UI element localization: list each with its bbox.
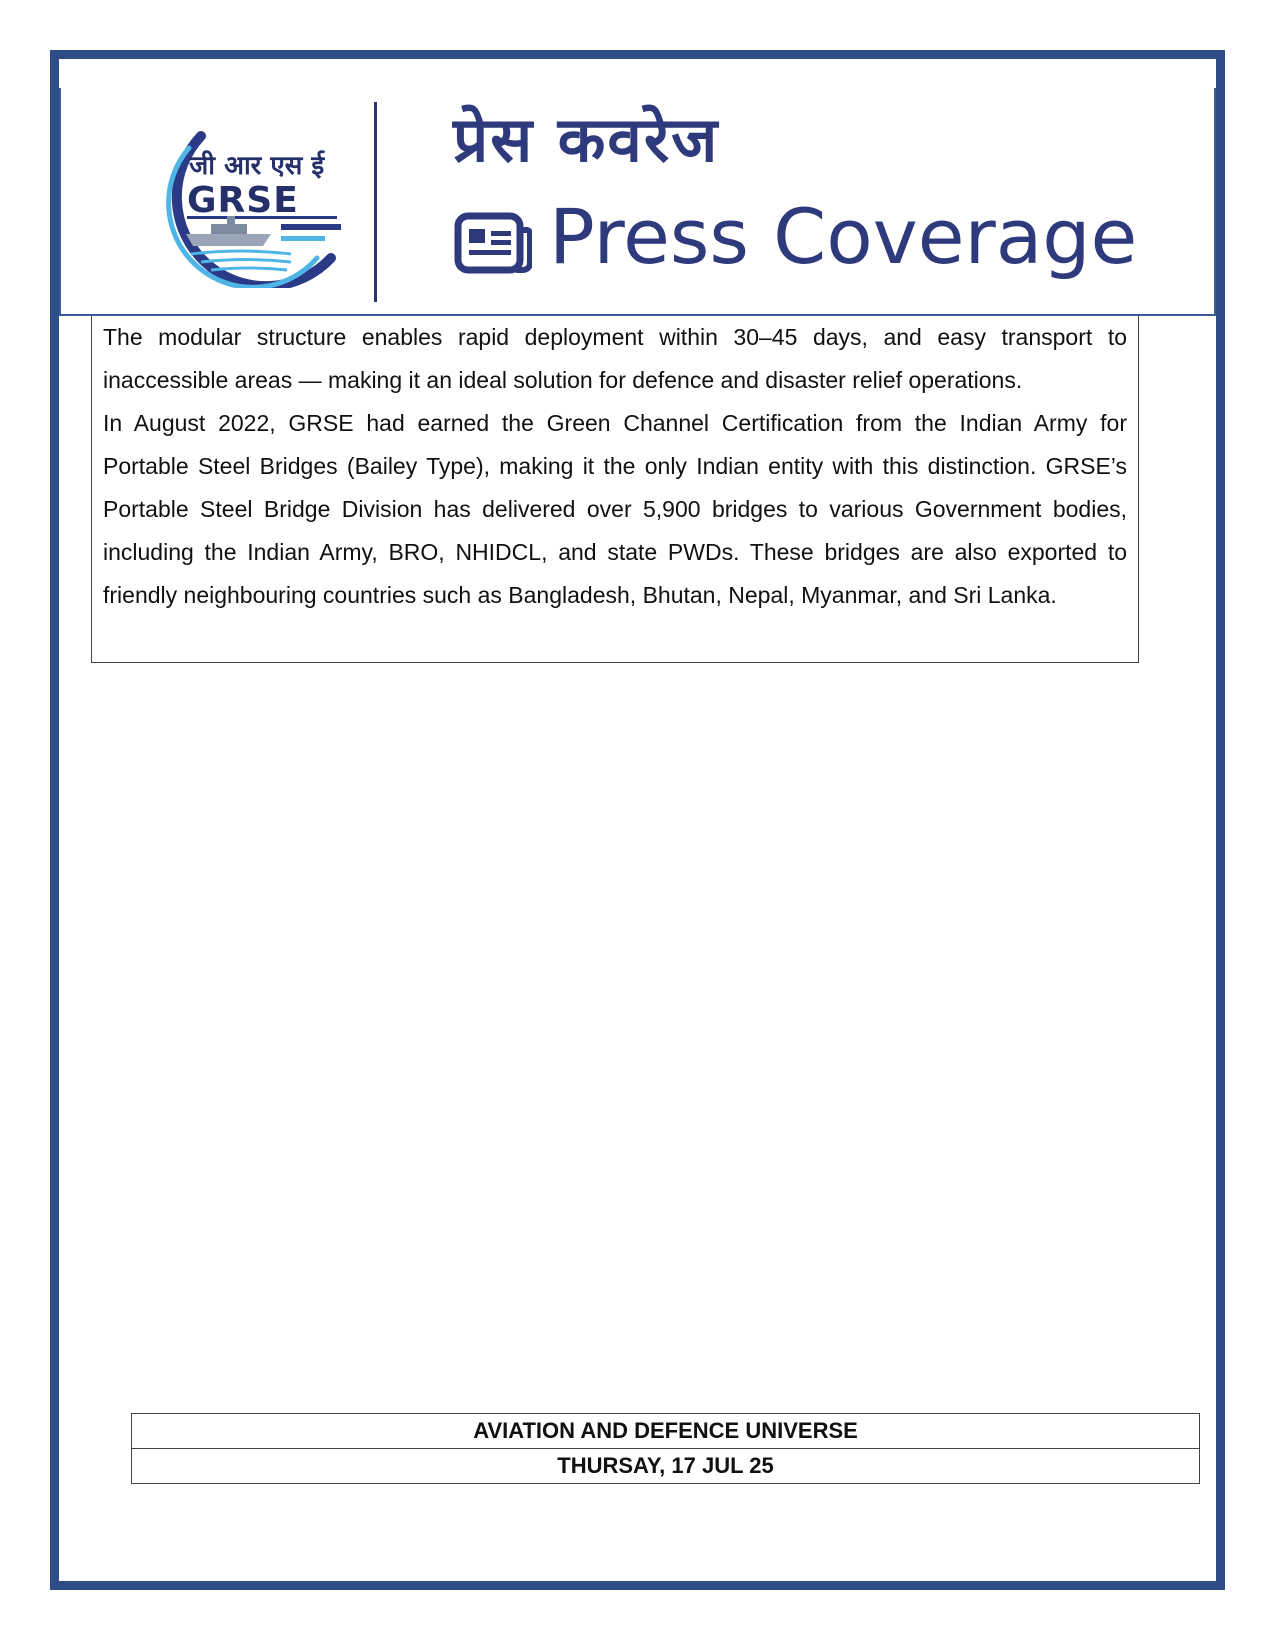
newspaper-icon — [454, 212, 532, 274]
article-paragraph: In August 2022, GRSE had earned the Green Channel Certification from the Indian Army for Portable Steel Bridges (Bailey Type), making it the only Indian entity with this distinction. GRSE’s Portable Steel Bridge Division has delivered over 5,900 bridges to various Government bodies, including the Indian Army, BRO, NHIDCL, and state PWDs. These bridges are also exported to friendly neighbouring countries such as Bangladesh, Bhutan, Nepal, Myanmar, and Sri Lanka. — [103, 410, 1127, 608]
logo-grse-text: GRSE — [187, 180, 299, 221]
logo-hindi-text: जी आर एस ई — [189, 151, 325, 181]
article-excerpt — [91, 316, 1139, 663]
title-english: Press Coverage — [549, 192, 1138, 281]
publication-date: THURSAY, 17 JUL 25 — [132, 1449, 1200, 1484]
grse-logo — [131, 108, 361, 288]
source-table — [131, 1413, 1200, 1484]
title-hindi: प्रेस कवरेज — [453, 103, 720, 176]
article-paragraph: The modular structure enables rapid deployment within 30–45 days, and easy transport to inaccessible areas — making it an ideal solution for defence and disaster relief operations. — [103, 324, 1127, 393]
source-date-row — [132, 1449, 1200, 1484]
publication-name: AVIATION AND DEFENCE UNIVERSE — [132, 1414, 1200, 1449]
header-divider — [374, 102, 377, 302]
source-publication-row — [132, 1414, 1200, 1449]
press-coverage-header — [59, 88, 1216, 316]
